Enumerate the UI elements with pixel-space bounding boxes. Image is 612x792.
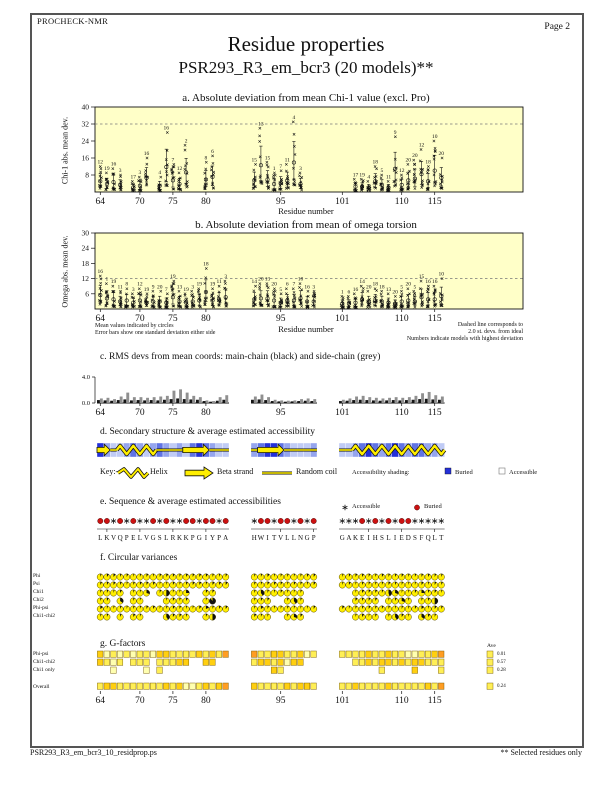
page-number: Page 2 bbox=[544, 22, 570, 32]
panel-a-ylabel: Chi-1 abs. mean dev. bbox=[60, 116, 70, 185]
g-ave-chi1only: 0.28 bbox=[497, 668, 506, 673]
svg-text:20: 20 bbox=[271, 281, 277, 288]
svg-text:Q: Q bbox=[117, 534, 123, 542]
svg-text:80: 80 bbox=[201, 314, 211, 324]
svg-text:Y: Y bbox=[209, 534, 216, 542]
svg-text:5: 5 bbox=[400, 284, 404, 291]
svg-text:19: 19 bbox=[183, 286, 189, 293]
svg-text:5: 5 bbox=[279, 286, 283, 293]
svg-text:2: 2 bbox=[184, 138, 188, 145]
svg-text:20: 20 bbox=[405, 281, 412, 288]
svg-text:14: 14 bbox=[359, 279, 365, 286]
svg-text:24: 24 bbox=[81, 243, 89, 253]
svg-text:L: L bbox=[432, 534, 437, 542]
svg-text:15: 15 bbox=[264, 155, 271, 162]
svg-text:F: F bbox=[419, 534, 424, 542]
svg-text:10: 10 bbox=[438, 271, 445, 278]
svg-text:I: I bbox=[393, 534, 397, 542]
svg-text:16: 16 bbox=[110, 161, 117, 168]
svg-text:G: G bbox=[304, 534, 310, 542]
key-accessible-label: Accessible bbox=[509, 469, 538, 476]
panel-b-note-mean: Mean values indicated by circles bbox=[95, 323, 174, 329]
svg-text:12: 12 bbox=[97, 159, 104, 166]
svg-text:1: 1 bbox=[272, 165, 276, 172]
svg-text:11: 11 bbox=[385, 174, 392, 181]
svg-text:17: 17 bbox=[130, 174, 137, 181]
svg-text:9: 9 bbox=[151, 284, 155, 291]
svg-text:4: 4 bbox=[367, 174, 371, 181]
app-name: PROCHECK-NMR bbox=[37, 16, 109, 26]
svg-text:75: 75 bbox=[168, 197, 178, 207]
panel-g-title: g. G-factors bbox=[100, 639, 146, 649]
svg-text:20: 20 bbox=[412, 153, 418, 160]
svg-text:7: 7 bbox=[164, 286, 168, 293]
svg-text:I: I bbox=[266, 534, 269, 542]
svg-text:9: 9 bbox=[393, 129, 397, 136]
svg-text:3: 3 bbox=[138, 170, 142, 177]
legend-buried-icon bbox=[414, 505, 419, 510]
svg-text:L: L bbox=[164, 534, 169, 542]
footer-filename: PSR293_R3_em_bcr3_10_residprop.ps bbox=[30, 748, 157, 757]
svg-text:32: 32 bbox=[81, 119, 89, 129]
footer-selected-note: ** Selected residues only bbox=[500, 748, 582, 757]
key-shading-label: Accessibility shading: bbox=[352, 469, 410, 476]
panel-g-plot bbox=[96, 651, 493, 706]
g-ave-overall: 0.24 bbox=[497, 684, 506, 689]
svg-text:13: 13 bbox=[258, 121, 264, 128]
key-label: Key:- bbox=[100, 467, 119, 476]
svg-text:I: I bbox=[204, 534, 208, 542]
svg-text:4: 4 bbox=[158, 170, 162, 177]
svg-text:K: K bbox=[176, 534, 183, 542]
svg-text:D: D bbox=[405, 534, 411, 542]
svg-text:L: L bbox=[285, 534, 290, 542]
svg-text:101: 101 bbox=[335, 314, 350, 324]
panel-c-plot bbox=[82, 374, 445, 418]
svg-text:14: 14 bbox=[251, 279, 258, 286]
svg-text:1: 1 bbox=[340, 289, 344, 296]
svg-text:20: 20 bbox=[392, 289, 398, 296]
svg-text:11: 11 bbox=[117, 284, 123, 291]
svg-text:H: H bbox=[372, 534, 378, 542]
f-row-label-chi2: Chi2 bbox=[33, 597, 44, 603]
svg-text:V: V bbox=[143, 534, 150, 542]
svg-text:13: 13 bbox=[264, 276, 271, 283]
svg-text:20: 20 bbox=[438, 151, 445, 157]
svg-text:12: 12 bbox=[398, 168, 405, 174]
svg-text:P: P bbox=[311, 534, 316, 542]
panel-b-xlabel: Residue number bbox=[278, 324, 334, 334]
svg-text:7: 7 bbox=[171, 157, 175, 164]
key-glyphs bbox=[118, 467, 505, 479]
g-row-label-phipsi: Phi-psi bbox=[33, 651, 49, 657]
svg-text:16: 16 bbox=[304, 284, 310, 291]
svg-text:S: S bbox=[379, 534, 384, 542]
svg-text:110: 110 bbox=[394, 696, 409, 706]
panel-b-note-errorbars: Error bars show one standard deviation either side bbox=[95, 330, 216, 336]
panel-f-plot bbox=[97, 574, 444, 620]
svg-text:18: 18 bbox=[81, 258, 89, 268]
legend-buried-label: Buried bbox=[424, 503, 442, 510]
svg-text:5: 5 bbox=[413, 284, 417, 291]
svg-text:H: H bbox=[251, 534, 257, 542]
svg-text:64: 64 bbox=[95, 696, 106, 706]
svg-text:G: G bbox=[339, 534, 345, 542]
svg-text:K: K bbox=[352, 534, 359, 542]
svg-text:19: 19 bbox=[209, 281, 216, 288]
page-subtitle: PSR293_R3_em_bcr3 (20 models)** bbox=[178, 58, 434, 77]
panel-e-plot bbox=[97, 505, 445, 542]
svg-text:19: 19 bbox=[143, 286, 150, 293]
svg-text:5: 5 bbox=[380, 168, 384, 174]
svg-text:115: 115 bbox=[427, 314, 442, 324]
key-strand-label: Beta strand bbox=[217, 467, 254, 476]
svg-text:101: 101 bbox=[335, 696, 350, 706]
svg-text:P: P bbox=[124, 534, 129, 542]
panel-b-note-dashed-2: 2.0 st. devs. from ideal bbox=[468, 329, 523, 335]
svg-text:11: 11 bbox=[284, 157, 290, 164]
svg-text:8: 8 bbox=[204, 155, 208, 162]
svg-text:16: 16 bbox=[81, 153, 89, 163]
svg-text:18: 18 bbox=[372, 159, 379, 166]
svg-text:12: 12 bbox=[176, 165, 183, 172]
svg-text:20: 20 bbox=[258, 276, 264, 283]
panel-a-xlabel: Residue number bbox=[278, 206, 334, 216]
svg-text:18: 18 bbox=[297, 276, 304, 283]
svg-text:T: T bbox=[439, 534, 444, 542]
svg-text:G: G bbox=[196, 534, 202, 542]
svg-text:12: 12 bbox=[137, 281, 143, 288]
svg-text:P: P bbox=[217, 534, 222, 542]
svg-text:4.0: 4.0 bbox=[81, 374, 90, 381]
svg-text:11: 11 bbox=[216, 279, 222, 286]
g-ave-chi1chi2: 0.57 bbox=[497, 660, 506, 665]
svg-text:70: 70 bbox=[135, 314, 145, 324]
svg-text:10: 10 bbox=[431, 134, 438, 140]
svg-text:16: 16 bbox=[163, 125, 170, 132]
svg-text:G: G bbox=[150, 534, 156, 542]
svg-text:L: L bbox=[98, 534, 103, 542]
g-ave-header: Ave bbox=[487, 643, 496, 649]
svg-text:0.0: 0.0 bbox=[81, 400, 90, 407]
svg-text:E: E bbox=[131, 534, 136, 542]
svg-text:95: 95 bbox=[275, 696, 286, 706]
svg-text:I: I bbox=[367, 534, 370, 542]
svg-text:18: 18 bbox=[372, 281, 379, 288]
svg-text:95: 95 bbox=[275, 197, 286, 207]
svg-text:3: 3 bbox=[224, 274, 228, 281]
svg-text:S: S bbox=[157, 534, 162, 542]
svg-text:16: 16 bbox=[97, 269, 104, 276]
svg-text:1: 1 bbox=[105, 276, 109, 283]
svg-text:V: V bbox=[110, 534, 117, 542]
svg-text:A: A bbox=[223, 534, 229, 542]
svg-text:80: 80 bbox=[201, 197, 211, 207]
svg-text:3: 3 bbox=[191, 284, 195, 291]
svg-text:6: 6 bbox=[85, 289, 89, 299]
svg-text:110: 110 bbox=[394, 314, 409, 324]
f-row-label-psi: Psi bbox=[33, 581, 40, 587]
svg-text:8: 8 bbox=[85, 170, 89, 180]
svg-text:30: 30 bbox=[81, 228, 89, 238]
svg-text:N: N bbox=[297, 534, 304, 542]
f-row-label-chi1: Chi1 bbox=[33, 589, 44, 595]
svg-text:L: L bbox=[137, 534, 143, 542]
svg-text:18: 18 bbox=[425, 159, 431, 166]
svg-text:6: 6 bbox=[285, 281, 289, 288]
panel-a-plot bbox=[82, 103, 524, 208]
svg-text:70: 70 bbox=[135, 696, 145, 706]
legend-accessible-label: Accessible bbox=[352, 503, 381, 510]
panel-b-plot bbox=[82, 229, 524, 325]
svg-text:80: 80 bbox=[201, 408, 211, 418]
svg-text:80: 80 bbox=[201, 696, 211, 706]
svg-text:70: 70 bbox=[135, 197, 145, 207]
key-buried-swatch bbox=[445, 468, 451, 474]
svg-text:19: 19 bbox=[170, 274, 176, 281]
svg-text:R: R bbox=[170, 534, 176, 542]
svg-text:64: 64 bbox=[95, 197, 106, 207]
svg-text:16: 16 bbox=[143, 151, 150, 157]
svg-text:15: 15 bbox=[418, 274, 425, 281]
svg-text:8: 8 bbox=[125, 281, 129, 288]
page-title: Residue properties bbox=[227, 32, 385, 56]
svg-text:95: 95 bbox=[275, 314, 286, 324]
g-ave-phipsi: 0.01 bbox=[497, 652, 506, 657]
svg-text:A: A bbox=[346, 534, 352, 542]
svg-text:3: 3 bbox=[299, 165, 302, 172]
svg-text:20: 20 bbox=[405, 157, 412, 164]
svg-text:3: 3 bbox=[131, 286, 135, 293]
svg-text:95: 95 bbox=[275, 408, 286, 418]
svg-text:6: 6 bbox=[347, 289, 351, 296]
svg-text:7: 7 bbox=[279, 163, 283, 170]
svg-text:P: P bbox=[190, 534, 195, 542]
panel-d-plot bbox=[97, 443, 445, 457]
panel-b-note-dashed-1: Dashed line corresponds to bbox=[457, 322, 523, 328]
key-strand-icon bbox=[185, 467, 213, 479]
svg-text:75: 75 bbox=[168, 696, 178, 706]
svg-text:15: 15 bbox=[251, 157, 258, 164]
svg-text:40: 40 bbox=[81, 102, 89, 112]
f-row-label-phipsi: Phi-psi bbox=[33, 605, 49, 611]
svg-text:64: 64 bbox=[95, 408, 106, 418]
svg-text:12: 12 bbox=[81, 274, 89, 284]
svg-text:70: 70 bbox=[135, 408, 145, 418]
key-coil-label: Random coil bbox=[296, 467, 338, 476]
svg-text:19: 19 bbox=[359, 172, 365, 179]
svg-text:16: 16 bbox=[352, 286, 359, 293]
svg-text:V: V bbox=[278, 534, 284, 542]
svg-text:115: 115 bbox=[427, 696, 442, 706]
svg-text:13: 13 bbox=[176, 284, 183, 291]
key-buried-label: Buried bbox=[455, 469, 473, 476]
f-row-label-phi: Phi bbox=[33, 573, 41, 579]
svg-text:Q: Q bbox=[425, 534, 431, 542]
svg-text:75: 75 bbox=[168, 408, 178, 418]
svg-text:7: 7 bbox=[292, 281, 296, 288]
svg-text:E: E bbox=[359, 534, 365, 542]
svg-text:16: 16 bbox=[425, 279, 431, 286]
svg-text:19: 19 bbox=[110, 279, 117, 286]
panel-a-title: a. Absolute deviation from mean Chi-1 value (excl. Pro) bbox=[182, 92, 430, 104]
panel-d-title: d. Secondary structure & average estimated accessibility bbox=[100, 427, 315, 437]
panel-f-title: f. Circular variances bbox=[100, 553, 178, 563]
svg-text:3: 3 bbox=[312, 284, 316, 291]
svg-text:L: L bbox=[291, 534, 297, 542]
svg-text:101: 101 bbox=[335, 197, 350, 207]
svg-text:K: K bbox=[183, 534, 189, 542]
svg-text:64: 64 bbox=[95, 314, 106, 324]
svg-text:75: 75 bbox=[168, 314, 178, 324]
svg-text:16: 16 bbox=[431, 279, 438, 286]
key-accessible-swatch bbox=[499, 468, 505, 474]
svg-text:L: L bbox=[386, 534, 391, 542]
svg-text:19: 19 bbox=[104, 165, 110, 172]
svg-text:T: T bbox=[271, 534, 277, 542]
key-helix-label: Helix bbox=[150, 467, 168, 476]
svg-text:S: S bbox=[412, 534, 417, 542]
svg-text:18: 18 bbox=[203, 261, 209, 268]
svg-text:24: 24 bbox=[81, 136, 89, 146]
svg-text:115: 115 bbox=[427, 408, 442, 418]
svg-text:W: W bbox=[257, 534, 265, 542]
svg-text:K: K bbox=[104, 534, 110, 542]
svg-text:115: 115 bbox=[427, 197, 442, 207]
f-row-label-chi1chi2: Chi1-chi2 bbox=[33, 613, 55, 619]
svg-text:19: 19 bbox=[196, 281, 203, 288]
g-row-label-chi1chi2: Chi1-chi2 bbox=[33, 659, 55, 665]
panel-b-note-numbers: Numbers indicate models with highest deviation bbox=[406, 336, 523, 342]
svg-text:20: 20 bbox=[156, 284, 163, 291]
panel-c-title: c. RMS devs from mean coords: main-chain (black) and side-chain (grey) bbox=[100, 352, 381, 362]
svg-text:110: 110 bbox=[394, 197, 409, 207]
panel-b-title: b. Absolute deviation from mean of omega torsion bbox=[195, 219, 417, 231]
svg-text:101: 101 bbox=[335, 408, 350, 418]
svg-text:18: 18 bbox=[379, 284, 385, 291]
panel-b-ylabel: Omega abs. mean dev. bbox=[60, 235, 70, 308]
svg-text:3: 3 bbox=[118, 168, 122, 174]
g-row-label-overall: Overall bbox=[33, 684, 50, 690]
svg-text:17: 17 bbox=[352, 172, 359, 179]
svg-text:6: 6 bbox=[211, 148, 214, 155]
svg-text:4: 4 bbox=[292, 114, 296, 121]
panel-e-title: e. Sequence & average estimated accessibilities bbox=[100, 497, 281, 507]
svg-text:E: E bbox=[399, 534, 404, 542]
svg-text:13: 13 bbox=[385, 286, 392, 293]
svg-text:20: 20 bbox=[365, 284, 372, 291]
svg-text:110: 110 bbox=[394, 408, 409, 418]
svg-text:12: 12 bbox=[418, 142, 425, 149]
g-row-label-chi1only: Chi1 only bbox=[33, 667, 55, 673]
